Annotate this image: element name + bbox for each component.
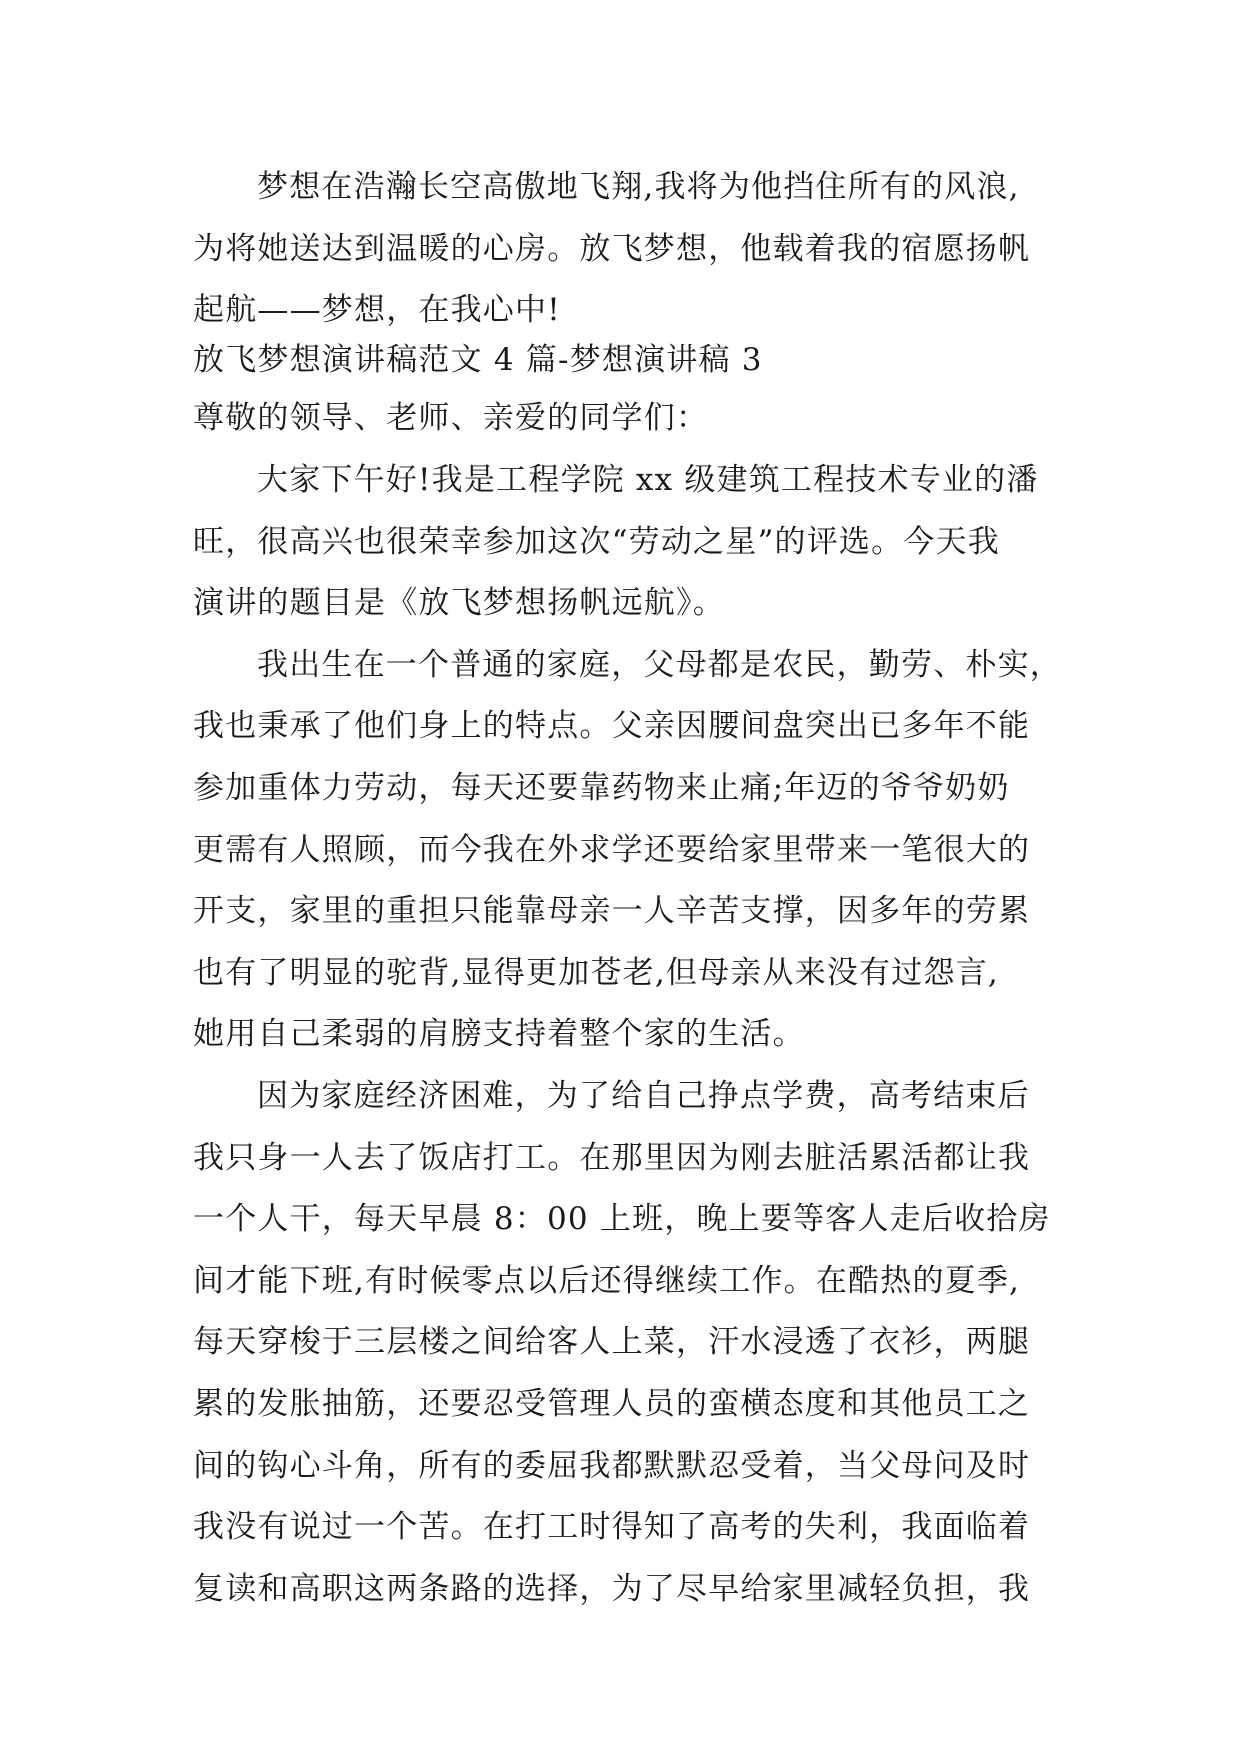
text-line: 为将她送达到温暖的心房。放飞梦想，他载着我的宿愿扬帆 [193, 231, 1031, 267]
text-line: 也有了明显的驼背,显得更加苍老,但母亲从来没有过怨言, [193, 955, 999, 991]
text-line: 她用自己柔弱的肩膀支持着整个家的生活。 [193, 1016, 805, 1052]
text-line: 大家下午好!我是工程学院 xx 级建筑工程技术专业的潘 [257, 462, 1039, 498]
text-line: 我出生在一个普通的家庭，父母都是农民，勤劳、朴实， [257, 647, 1062, 683]
text-line: 演讲的题目是《放飞梦想扬帆远航》。 [193, 585, 725, 621]
text-line: 一个人干，每天早晨 8：00 上班，晚上要等客人走后收拾房 [193, 1201, 1051, 1237]
text-line: 旺，很高兴也很荣幸参加这次“劳动之星”的评选。今天我 [193, 524, 1000, 560]
text-line: 因为家庭经济困难，为了给自己挣点学费，高考结束后 [257, 1078, 1030, 1114]
text-line: 间的钩心斗角，所有的委屈我都默默忍受着，当父母问及时 [193, 1448, 1031, 1484]
salutation-line: 尊敬的领导、老师、亲爱的同学们： [193, 400, 709, 436]
section-heading: 放飞梦想演讲稿范文 4 篇-梦想演讲稿 3 [193, 342, 763, 378]
text-line: 累的发胀抽筋，还要忍受管理人员的蛮横态度和其他员工之 [193, 1386, 1031, 1422]
text-line: 开支，家里的重担只能靠母亲一人辛苦支撑，因多年的劳累 [193, 893, 1031, 929]
text-line: 我只身一人去了饭店打工。在那里因为刚去脏活累活都让我 [193, 1140, 1031, 1176]
text-line: 间才能下班,有时候零点以后还得继续工作。在酷热的夏季, [193, 1263, 1021, 1299]
text-line: 梦想在浩瀚长空高傲地飞翔,我将为他挡住所有的风浪, [257, 169, 1020, 205]
text-line: 复读和高职这两条路的选择，为了尽早给家里减轻负担，我 [193, 1571, 1031, 1607]
text-line: 起航——梦想，在我心中! [193, 292, 561, 328]
text-line: 每天穿梭于三层楼之间给客人上菜，汗水浸透了衣衫，两腿 [193, 1324, 1031, 1360]
text-line: 参加重体力劳动，每天还要靠药物来止痛;年迈的爷爷奶奶 [193, 770, 1010, 806]
text-line: 更需有人照顾，而今我在外求学还要给家里带来一笔很大的 [193, 832, 1031, 868]
text-line: 我没有说过一个苦。在打工时得知了高考的失利，我面临着 [193, 1509, 1031, 1545]
text-line: 我也秉承了他们身上的特点。父亲因腰间盘突出已多年不能 [193, 708, 1031, 744]
